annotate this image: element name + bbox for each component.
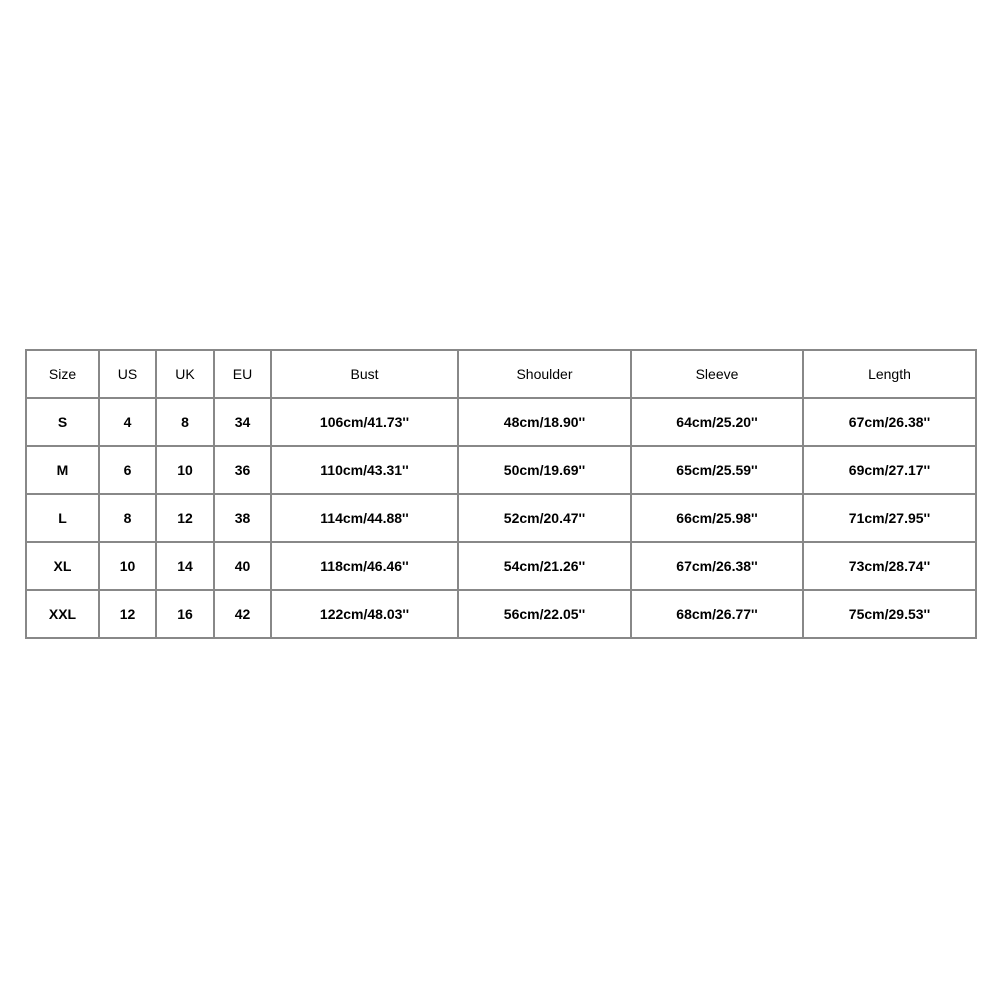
- table-row: [26, 446, 976, 494]
- table-cell-size: S: [26, 398, 99, 446]
- table-cell-bust: 122cm/48.03'': [271, 590, 458, 638]
- table-cell-uk: 8: [156, 398, 214, 446]
- table-cell-bust: 114cm/44.88'': [271, 494, 458, 542]
- table-cell-bust: 110cm/43.31'': [271, 446, 458, 494]
- table-cell-eu: 38: [214, 494, 271, 542]
- table-cell-size: M: [26, 446, 99, 494]
- table-cell-shoulder: 52cm/20.47'': [458, 494, 631, 542]
- table-cell-us: 12: [99, 590, 156, 638]
- table-cell-length: 75cm/29.53'': [803, 590, 976, 638]
- table-row: [26, 542, 976, 590]
- table-cell-length: 67cm/26.38'': [803, 398, 976, 446]
- header-cell-sleeve: Sleeve: [631, 350, 803, 398]
- table-cell-shoulder: 50cm/19.69'': [458, 446, 631, 494]
- table-row: [26, 590, 976, 638]
- table-cell-bust: 118cm/46.46'': [271, 542, 458, 590]
- header-cell-length: Length: [803, 350, 976, 398]
- table-header-row: [26, 350, 976, 398]
- table-cell-sleeve: 67cm/26.38'': [631, 542, 803, 590]
- table-cell-shoulder: 48cm/18.90'': [458, 398, 631, 446]
- table-cell-us: 8: [99, 494, 156, 542]
- table-cell-shoulder: 54cm/21.26'': [458, 542, 631, 590]
- table-cell-sleeve: 65cm/25.59'': [631, 446, 803, 494]
- size-chart-table: [25, 349, 977, 639]
- header-cell-bust: Bust: [271, 350, 458, 398]
- table-cell-sleeve: 68cm/26.77'': [631, 590, 803, 638]
- header-cell-size: Size: [26, 350, 99, 398]
- table-row: [26, 398, 976, 446]
- table-cell-size: XL: [26, 542, 99, 590]
- header-cell-uk: UK: [156, 350, 214, 398]
- table-row: [26, 494, 976, 542]
- header-cell-shoulder: Shoulder: [458, 350, 631, 398]
- table-cell-eu: 36: [214, 446, 271, 494]
- table-cell-uk: 14: [156, 542, 214, 590]
- table-cell-sleeve: 64cm/25.20'': [631, 398, 803, 446]
- table-cell-length: 73cm/28.74'': [803, 542, 976, 590]
- table-cell-eu: 40: [214, 542, 271, 590]
- table-cell-eu: 42: [214, 590, 271, 638]
- table-cell-uk: 16: [156, 590, 214, 638]
- table-cell-length: 71cm/27.95'': [803, 494, 976, 542]
- table-cell-size: L: [26, 494, 99, 542]
- table-cell-size: XXL: [26, 590, 99, 638]
- table-cell-us: 10: [99, 542, 156, 590]
- header-cell-us: US: [99, 350, 156, 398]
- table-cell-bust: 106cm/41.73'': [271, 398, 458, 446]
- table-cell-shoulder: 56cm/22.05'': [458, 590, 631, 638]
- table-cell-us: 6: [99, 446, 156, 494]
- table-cell-us: 4: [99, 398, 156, 446]
- table-cell-eu: 34: [214, 398, 271, 446]
- table-cell-uk: 12: [156, 494, 214, 542]
- table-cell-uk: 10: [156, 446, 214, 494]
- header-cell-eu: EU: [214, 350, 271, 398]
- table-cell-length: 69cm/27.17'': [803, 446, 976, 494]
- table-cell-sleeve: 66cm/25.98'': [631, 494, 803, 542]
